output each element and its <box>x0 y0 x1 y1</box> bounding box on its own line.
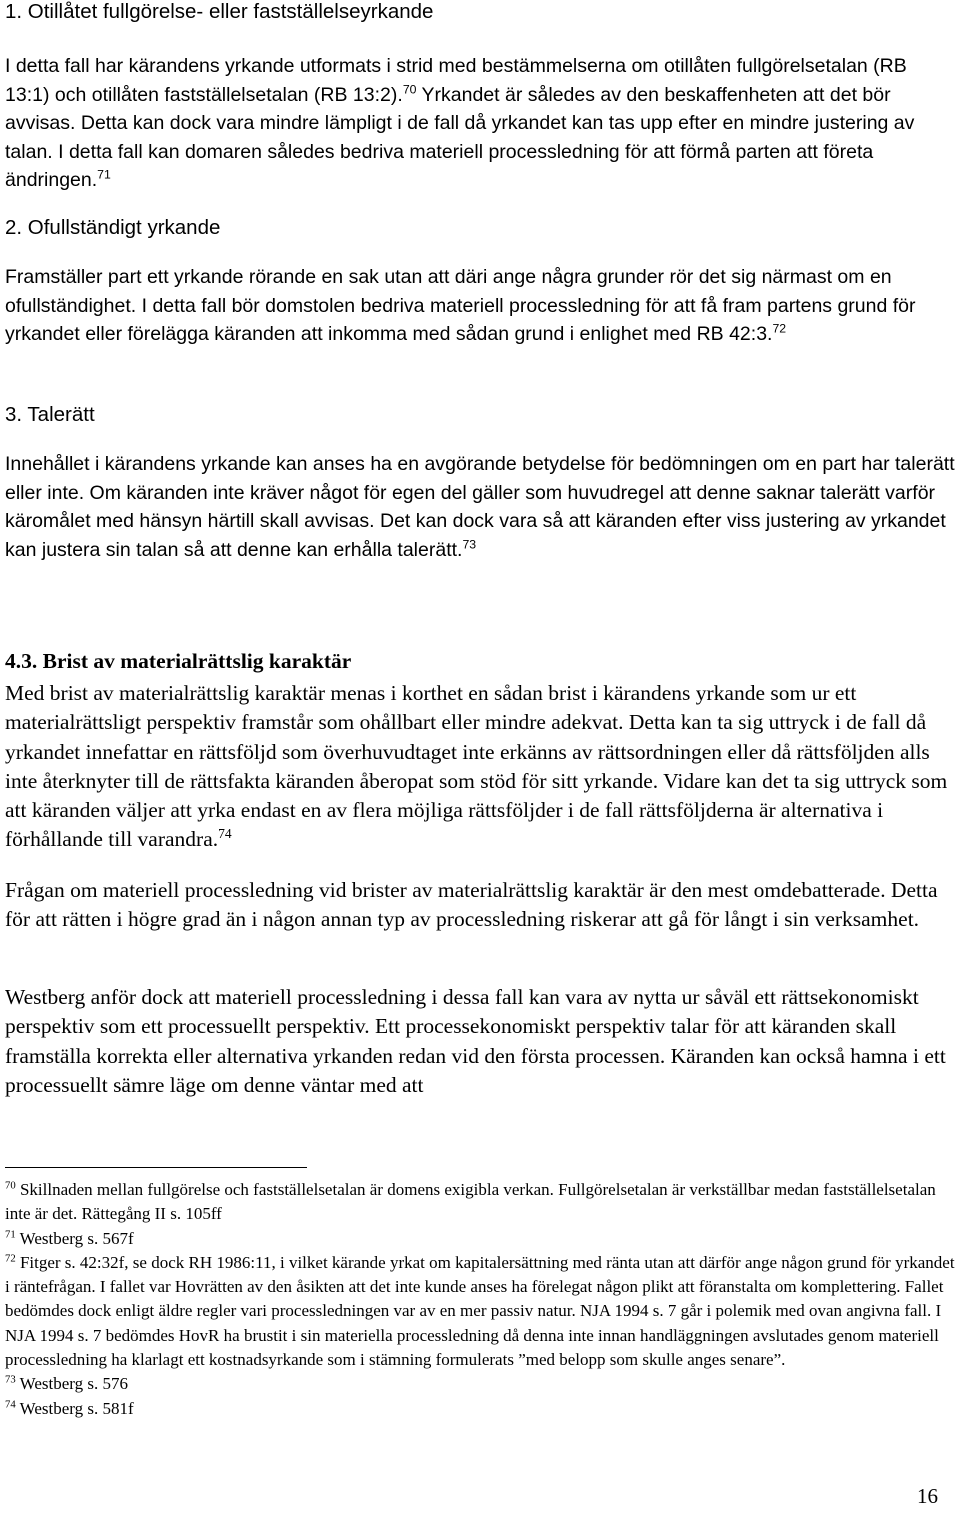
footnote-number: 71 <box>5 1228 16 1241</box>
section-heading: 3. Talerätt <box>5 403 95 426</box>
footnote-text: Fitger s. 42:32f, se dock RH 1986:11, i vilket kärande yrkat om kapitalersättning med ränta utan att därför ange någon grund för yrkandet i räntefrågan. I fallet var Hovrätten av den åsikten att det inte kunde anses ha förelegat någon plikt att föranstalta om komplettering. Fallet bedömdes dock enligt äldre regler vari processledningen var av en mer passiv natur. NJA 1994 s. 7 går i polemik med ovan angivna fall. I NJA 1994 s. 7 bedömdes HovR ha brustit i sin materiella processledning då denna inte innan handläggningen avslutades genom materiell processledning ha klarlagt ett kostnadsyrkande som i stämning formulerats ”med belopp som skulle anges senare”. <box>5 1252 955 1370</box>
text-run: Yrkandet är således av den beskaffenheten att det bör avvisas. <box>5 83 891 134</box>
footnote-separator <box>5 1167 307 1168</box>
footnote-number: 72 <box>5 1252 16 1265</box>
footnote-ref: 72 <box>772 321 787 336</box>
text-run: Framställer part ett yrkande rörande en sak utan att däri ange några grunder rör det sig närmast om en ofullständighet. <box>5 266 892 317</box>
footnotes <box>5 1178 955 1421</box>
paragraph: Frågan om materiell processledning vid brister av materialrättslig karaktär är den mest omdebatterade. Detta för att rätten i högre grad än i någon annan typ av processledning riskerar att gå för långt i sin verksamhet. <box>5 878 938 932</box>
footnote-text: Skillnaden mellan fullgörelse och fastställelsetalan är domens exigibla verkan. Fullgörelsetalan är verkställbar medan fastställelsetalan inte är det. Rättegång II s. 105ff <box>5 1180 936 1224</box>
footnote-text: Westberg s. 576 <box>19 1374 128 1394</box>
footnote-ref: 74 <box>218 826 232 842</box>
paragraph <box>5 679 955 855</box>
heading-title: Brist av materialrättslig karaktär <box>42 649 352 673</box>
text-run: I detta fall bör domstolen bedriva materiell processledning för att få fram partens grund för yrkandet eller förelägga käranden att inkomma med sådan grund i enlighet med RB 42:3. <box>5 294 916 345</box>
footnote-number: 73 <box>5 1373 16 1386</box>
footnote-number: 74 <box>5 1398 16 1411</box>
paragraph <box>5 263 955 349</box>
text-run: Innehållet i kärandens yrkande kan anses ha en avgörande betydelse för bedömningen om en part har talerätt eller inte. <box>5 453 955 504</box>
paragraph <box>5 52 955 195</box>
footnote <box>5 1251 955 1372</box>
text-run: I detta fall har kärandens yrkande utformats i strid med bestämmelserna om otillåten fullgörelsetalan (RB 13:1) och otillåten fastställelsetalan (RB 13:2). <box>5 55 907 106</box>
section-heading: 2. Ofullständigt yrkande <box>5 216 221 239</box>
paragraph: Westberg anför dock att materiell processledning i dessa fall kan vara av nytta ur såväl ett rättsekonomiskt perspektiv som ett processuellt perspektiv. Ett processekonomiskt perspektiv talar för att käranden skall framställa korrekta eller alternativa yrkanden redan vid den första processen. Käranden kan också hamna i ett processuellt sämre läge om denne väntar med att <box>5 985 946 1097</box>
footnote <box>5 1372 955 1396</box>
text-run: Med brist av materialrättslig karaktär menas i korthet en sådan brist i kärandens yrkande som ur ett materialrättsligt perspektiv framstår som ohållbart eller mindre adekvat. Detta kan ta sig uttryck i de fall då yrkandet innefattar en rättsföljd som överhuvudtaget inte erkänns av rättsordningen eller då rättsföljden alls inte återknyter till de rättsfakta käranden åberopat som stöd för sitt yrkande. Vidare kan det ta sig uttryck som att käranden väljer att yrka endast en av flera möjliga rättsföljder i de fall rättsföljderna är alternativa i förhållande till varandra. <box>5 681 948 852</box>
footnote-ref: 70 <box>402 82 417 97</box>
footnote <box>5 1397 955 1421</box>
footnote <box>5 1227 955 1251</box>
footnote-number: 70 <box>5 1179 16 1192</box>
paragraph <box>5 450 955 564</box>
footnote-ref: 71 <box>97 167 111 182</box>
footnote <box>5 1178 955 1227</box>
text-run: I detta fall kan domaren således bedriva materiell processledning för att förmå parten att företa ändringen. <box>5 140 874 191</box>
chapter-heading <box>5 647 955 676</box>
section-heading: 1. Otillåtet fullgörelse- eller fastställelseyrkande <box>5 0 434 23</box>
footnote-text: Westberg s. 567f <box>19 1228 134 1248</box>
footnote-text: Westberg s. 581f <box>19 1398 134 1418</box>
text-run: Detta kan dock vara mindre lämpligt i de fall då yrkandet kan tas upp efter en mindre justering av talan. <box>5 112 915 163</box>
text-run: Det kan dock vara så att käranden efter viss justering av yrkandet kan justera sin talan så att denne kan erhålla talerätt. <box>5 510 946 561</box>
page-number: 16 <box>917 1484 938 1508</box>
text-run: Om käranden inte kräver något för egen del gäller som huvudregel att denne saknar talerätt varför käromålet med hänsyn härtill skall avvisas. <box>5 481 936 532</box>
footnote-ref: 73 <box>462 537 477 552</box>
heading-number: 4.3. <box>5 649 38 673</box>
